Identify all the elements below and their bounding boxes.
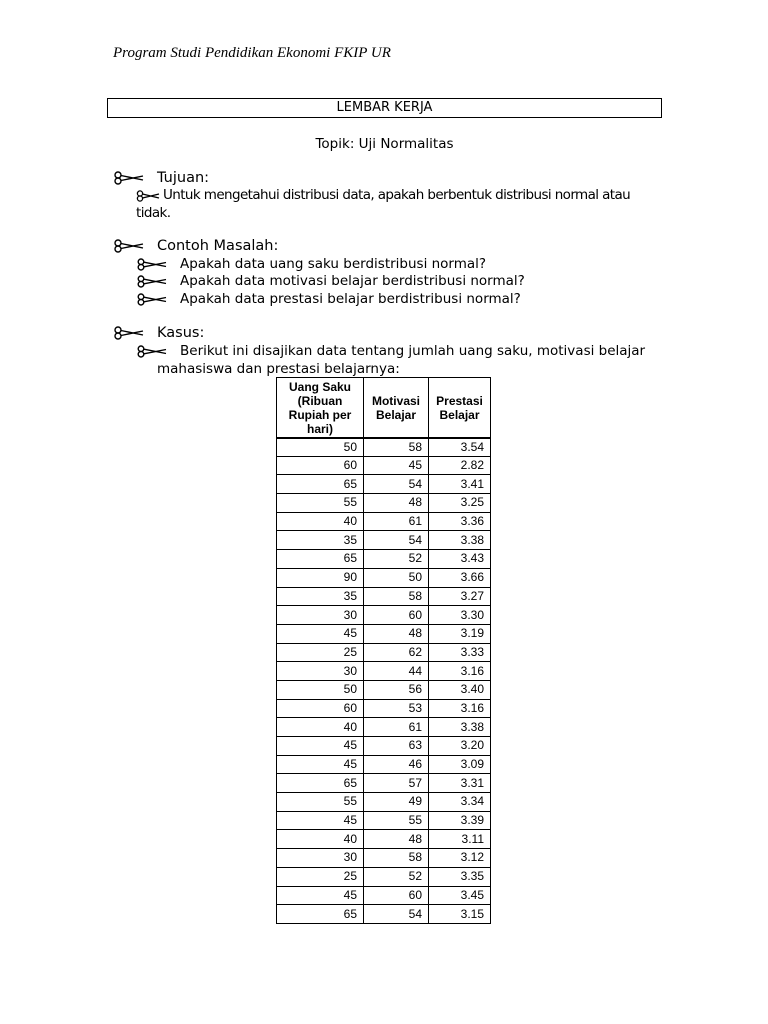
section-kasus — [113, 325, 204, 341]
header-text: Motivasi — [371, 394, 420, 409]
cell-prestasi: 3.41 — [429, 475, 491, 494]
cell-prestasi: 3.31 — [429, 774, 491, 793]
cell-prestasi: 3.38 — [429, 718, 491, 737]
cell-uang-saku: 90 — [277, 568, 364, 587]
table-row — [277, 793, 491, 812]
cell-uang-saku: 30 — [277, 849, 364, 868]
scissors-icon — [136, 345, 168, 358]
table-row — [277, 438, 491, 457]
cell-uang-saku: 50 — [277, 680, 364, 699]
cell-uang-saku: 45 — [277, 737, 364, 756]
table-row — [277, 680, 491, 699]
cell-prestasi: 3.11 — [429, 830, 491, 849]
cell-motivasi: 54 — [364, 905, 429, 924]
cell-motivasi: 50 — [364, 568, 429, 587]
cell-prestasi: 3.16 — [429, 699, 491, 718]
cell-uang-saku: 65 — [277, 774, 364, 793]
contoh-item-1 — [136, 256, 486, 273]
cell-motivasi: 48 — [364, 624, 429, 643]
cell-prestasi: 3.16 — [429, 662, 491, 681]
cell-motivasi: 60 — [364, 886, 429, 905]
document-title: LEMBAR KERJA — [107, 98, 662, 118]
cell-prestasi: 3.27 — [429, 587, 491, 606]
cell-motivasi: 61 — [364, 718, 429, 737]
cell-motivasi: 58 — [364, 587, 429, 606]
cell-uang-saku: 60 — [277, 699, 364, 718]
table-row — [277, 811, 491, 830]
cell-uang-saku: 60 — [277, 456, 364, 475]
cell-motivasi: 56 — [364, 680, 429, 699]
cell-prestasi: 3.20 — [429, 737, 491, 756]
scissors-icon — [136, 190, 160, 202]
table-row — [277, 830, 491, 849]
cell-motivasi: 58 — [364, 849, 429, 868]
table-row — [277, 886, 491, 905]
table-row — [277, 737, 491, 756]
table-row — [277, 867, 491, 886]
cell-prestasi: 3.39 — [429, 811, 491, 830]
header-text: Rupiah per — [288, 408, 352, 422]
cell-uang-saku: 30 — [277, 662, 364, 681]
table-row — [277, 643, 491, 662]
section-contoh-masalah — [113, 238, 278, 254]
table-row — [277, 774, 491, 793]
kasus-line-1: Berikut ini disajikan data tentang jumlah uang saku, motivasi belajar — [180, 343, 646, 359]
header-uang-saku — [277, 378, 364, 438]
cell-prestasi: 3.45 — [429, 886, 491, 905]
header-prestasi-belajar — [429, 378, 491, 438]
table-row — [277, 531, 491, 550]
table-row — [277, 587, 491, 606]
cell-uang-saku: 40 — [277, 512, 364, 531]
cell-motivasi: 63 — [364, 737, 429, 756]
data-table — [276, 377, 491, 924]
cell-prestasi: 3.36 — [429, 512, 491, 531]
table-row — [277, 550, 491, 569]
contoh-item-2 — [136, 273, 525, 290]
cell-motivasi: 60 — [364, 606, 429, 625]
cell-uang-saku: 55 — [277, 793, 364, 812]
cell-motivasi: 53 — [364, 699, 429, 718]
cell-motivasi: 48 — [364, 830, 429, 849]
cell-uang-saku: 25 — [277, 643, 364, 662]
cell-motivasi: 62 — [364, 643, 429, 662]
header-text: Belajar — [439, 408, 480, 423]
cell-prestasi: 3.54 — [429, 438, 491, 457]
table-row — [277, 494, 491, 513]
cell-motivasi: 52 — [364, 550, 429, 569]
cell-motivasi: 49 — [364, 793, 429, 812]
cell-motivasi: 44 — [364, 662, 429, 681]
cell-motivasi: 61 — [364, 512, 429, 531]
cell-prestasi: 3.38 — [429, 531, 491, 550]
cell-uang-saku: 45 — [277, 755, 364, 774]
kasus-line-2: mahasiswa dan prestasi belajarnya: — [157, 361, 400, 377]
header-text: Uang Saku — [288, 380, 351, 394]
cell-prestasi: 3.12 — [429, 849, 491, 868]
table-row — [277, 905, 491, 924]
cell-prestasi: 3.09 — [429, 755, 491, 774]
cell-uang-saku: 35 — [277, 531, 364, 550]
cell-uang-saku: 35 — [277, 587, 364, 606]
tujuan-text — [136, 187, 630, 204]
cell-motivasi: 57 — [364, 774, 429, 793]
scissors-icon — [136, 293, 168, 306]
header-text: Prestasi — [436, 394, 483, 409]
cell-prestasi: 3.35 — [429, 867, 491, 886]
scissors-icon — [113, 171, 145, 185]
cell-uang-saku: 30 — [277, 606, 364, 625]
table-row — [277, 475, 491, 494]
table-body — [277, 438, 491, 924]
contoh-item-text: Apakah data uang saku berdistribusi normal? — [180, 256, 487, 272]
header-text: Belajar — [375, 408, 417, 423]
header-text: hari) — [306, 422, 333, 436]
topic-title: Topik: Uji Normalitas — [315, 136, 454, 152]
table-row — [277, 512, 491, 531]
contoh-heading: Contoh Masalah: — [157, 238, 279, 254]
scissors-icon — [136, 258, 168, 271]
cell-prestasi: 2.82 — [429, 456, 491, 475]
cell-motivasi: 58 — [364, 438, 429, 457]
cell-prestasi: 3.19 — [429, 624, 491, 643]
cell-prestasi: 3.30 — [429, 606, 491, 625]
cell-motivasi: 54 — [364, 475, 429, 494]
cell-uang-saku: 45 — [277, 811, 364, 830]
contoh-item-text: Apakah data prestasi belajar berdistribusi normal? — [180, 291, 521, 307]
cell-motivasi: 46 — [364, 755, 429, 774]
cell-prestasi: 3.66 — [429, 568, 491, 587]
table-row — [277, 662, 491, 681]
table-row — [277, 456, 491, 475]
scissors-icon — [136, 275, 168, 288]
section-tujuan — [113, 170, 209, 186]
cell-uang-saku: 40 — [277, 718, 364, 737]
cell-prestasi: 3.25 — [429, 494, 491, 513]
table-header-row — [277, 378, 491, 438]
scissors-icon — [113, 326, 145, 340]
cell-motivasi: 52 — [364, 867, 429, 886]
cell-uang-saku: 65 — [277, 475, 364, 494]
kasus-heading: Kasus: — [157, 325, 205, 341]
cell-motivasi: 54 — [364, 531, 429, 550]
cell-uang-saku: 25 — [277, 867, 364, 886]
cell-uang-saku: 45 — [277, 624, 364, 643]
contoh-item-3 — [136, 291, 521, 308]
cell-prestasi: 3.15 — [429, 905, 491, 924]
cell-motivasi: 45 — [364, 456, 429, 475]
table-row — [277, 849, 491, 868]
header-text: (Ribuan — [297, 394, 343, 408]
cell-uang-saku: 65 — [277, 550, 364, 569]
cell-uang-saku: 65 — [277, 905, 364, 924]
table-row — [277, 718, 491, 737]
kasus-text — [136, 343, 645, 360]
cell-motivasi: 48 — [364, 494, 429, 513]
table-row — [277, 699, 491, 718]
table-row — [277, 624, 491, 643]
page-header: Program Studi Pendidikan Ekonomi FKIP UR — [113, 45, 391, 61]
cell-uang-saku: 40 — [277, 830, 364, 849]
cell-prestasi: 3.40 — [429, 680, 491, 699]
contoh-item-text: Apakah data motivasi belajar berdistribusi normal? — [180, 273, 525, 289]
tujuan-heading: Tujuan: — [157, 170, 210, 186]
cell-uang-saku: 50 — [277, 438, 364, 457]
table-row — [277, 606, 491, 625]
tujuan-line-1: Untuk mengetahui distribusi data, apakah berbentuk distribusi normal atau — [163, 187, 631, 203]
cell-motivasi: 55 — [364, 811, 429, 830]
header-motivasi-belajar — [364, 378, 429, 438]
cell-uang-saku: 55 — [277, 494, 364, 513]
tujuan-line-2: tidak. — [136, 205, 171, 221]
cell-prestasi: 3.33 — [429, 643, 491, 662]
table-row — [277, 568, 491, 587]
cell-prestasi: 3.34 — [429, 793, 491, 812]
scissors-icon — [113, 239, 145, 253]
cell-prestasi: 3.43 — [429, 550, 491, 569]
cell-uang-saku: 45 — [277, 886, 364, 905]
table-row — [277, 755, 491, 774]
